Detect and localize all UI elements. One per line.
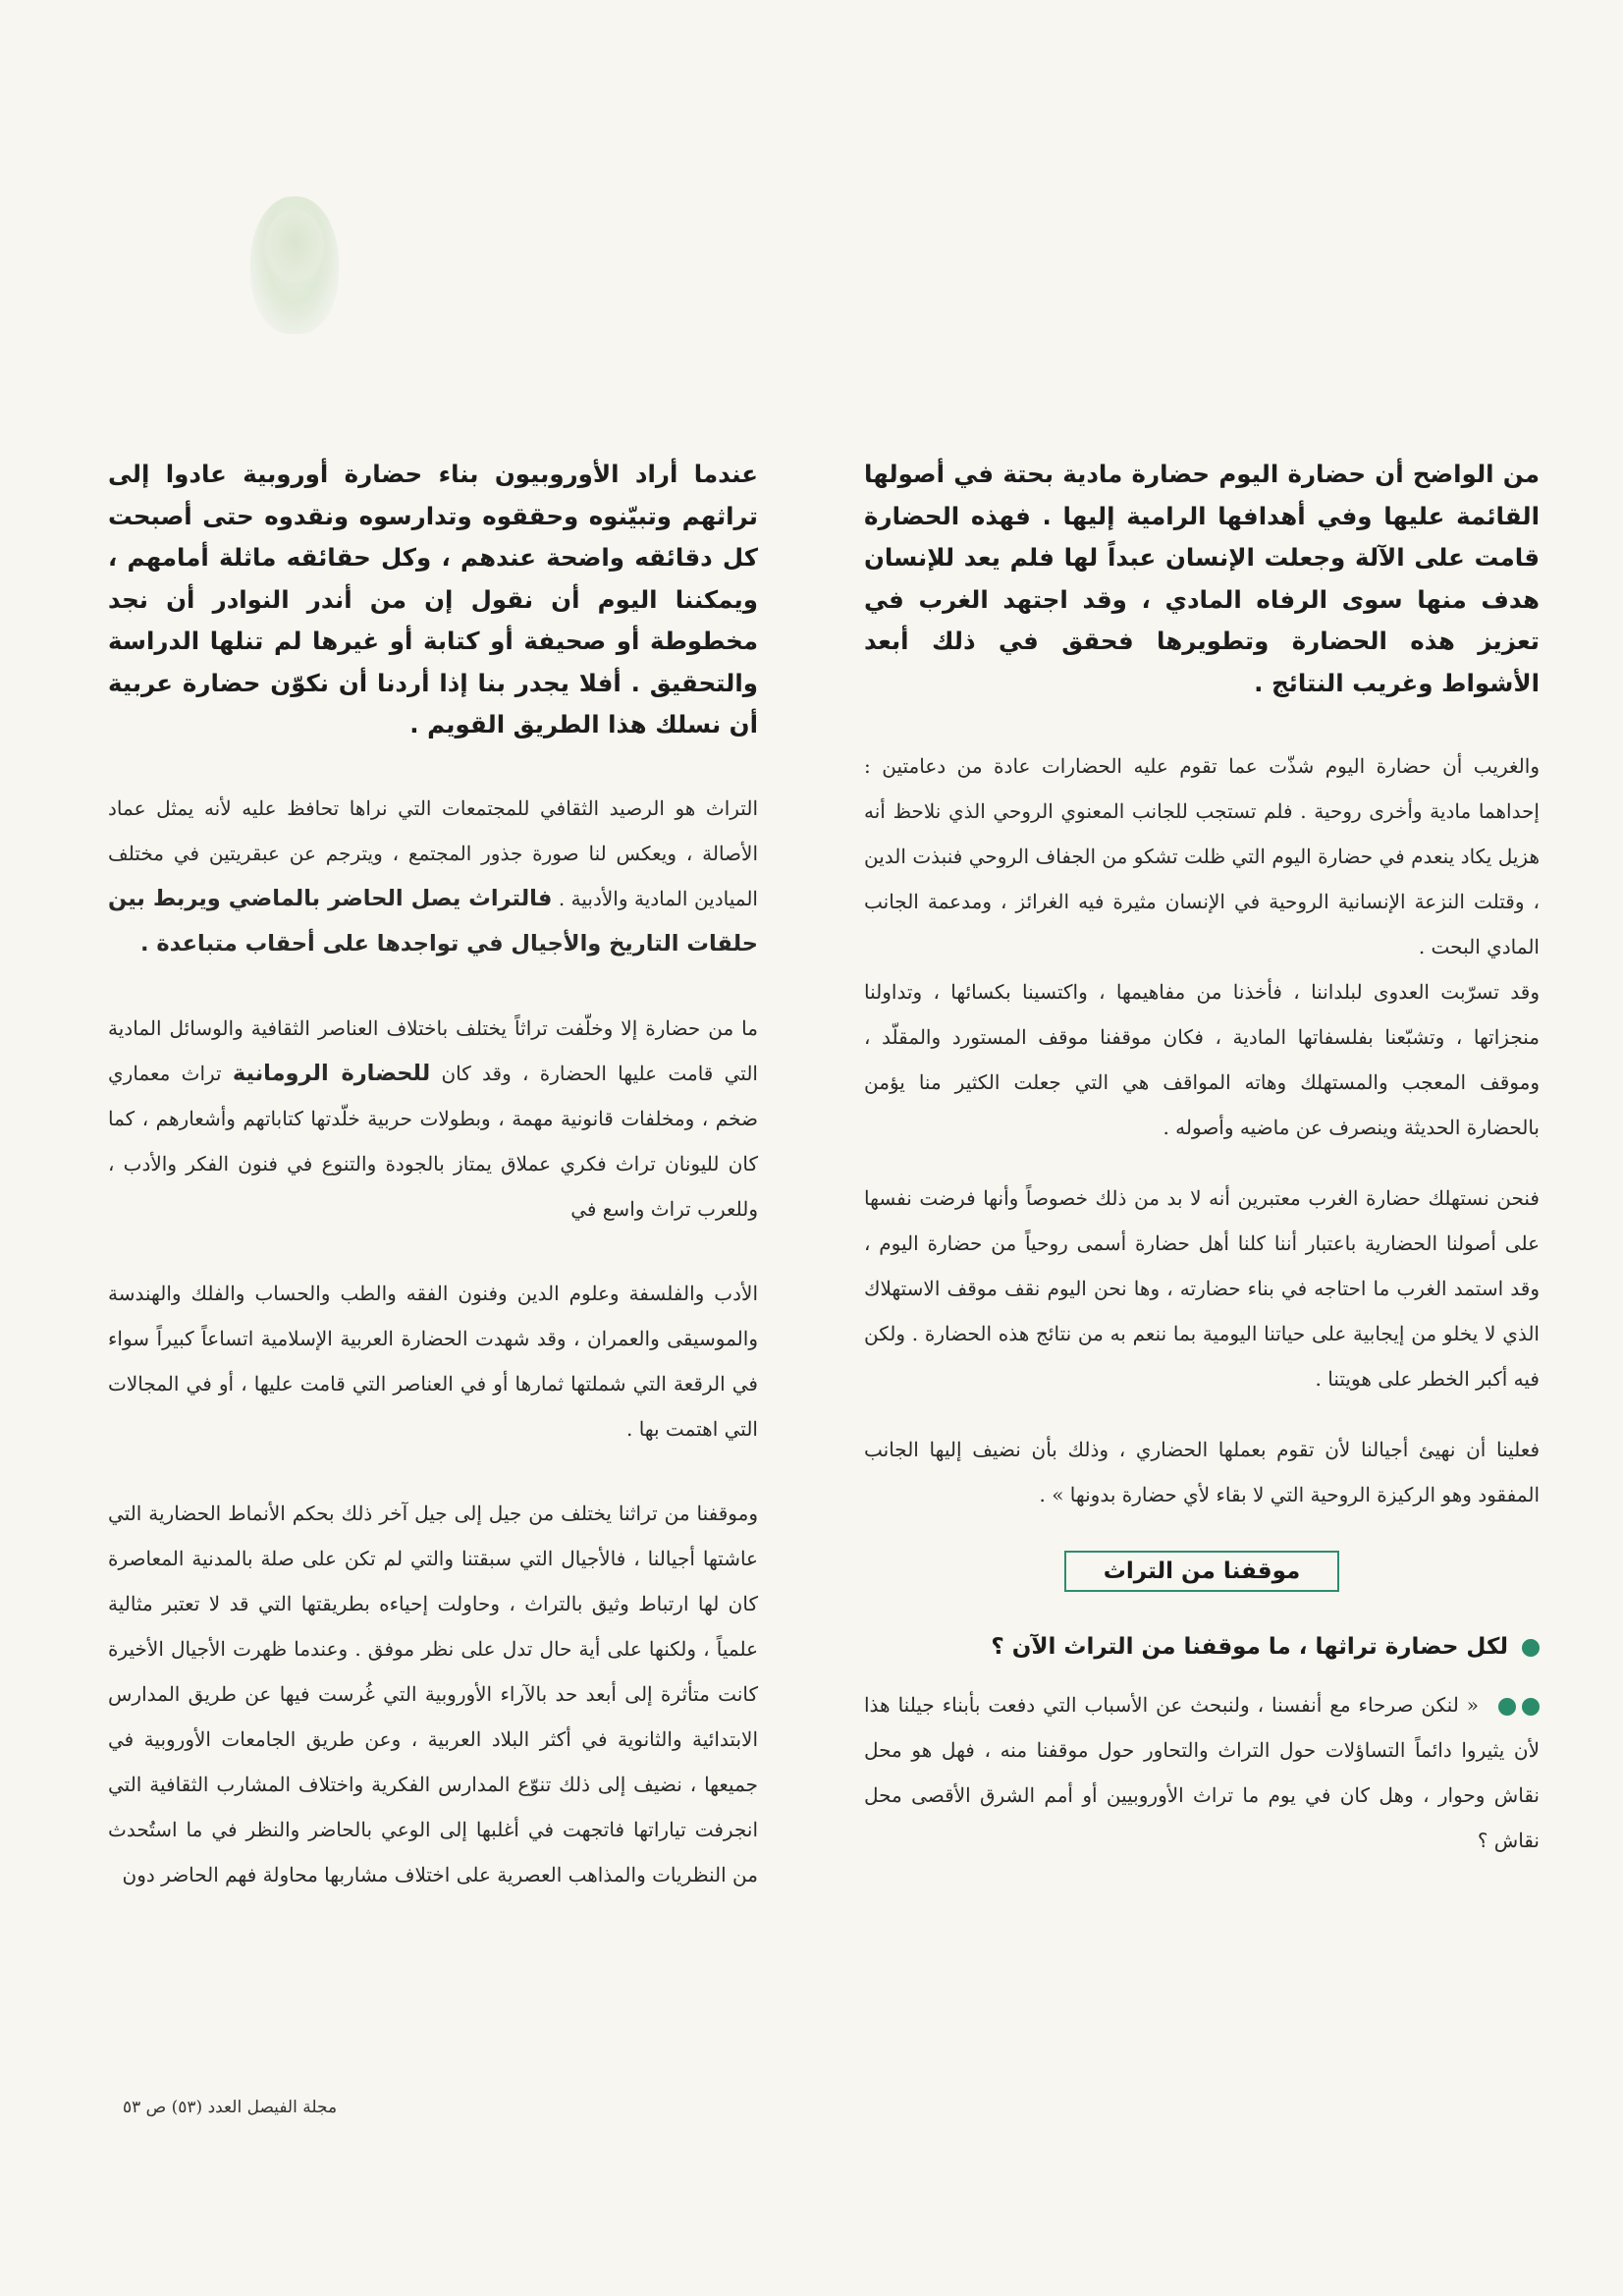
bullet-icon xyxy=(1522,1639,1540,1657)
author-portrait xyxy=(250,196,339,334)
section-heading-box xyxy=(864,1551,1540,1592)
answer-text: « لنكن صرحاء مع أنفسنا ، ولنبحث عن الأسباب التي دفعت بأبناء جيلنا هذا لأن يثيروا دائماً التساؤلات حول التراث والتحاور حول موقفنا منه ، فهل هو محل نقاش وحوار ، وهل كان في يوم ما تراث الأوروبيين أو أمم الشرق الأقصى محل نقاش ؟ xyxy=(864,1693,1540,1852)
paragraph xyxy=(108,1006,758,1231)
interview-answer xyxy=(864,1682,1540,1863)
section-title: موقفنا من التراث xyxy=(1064,1551,1339,1592)
paragraph-text: ما من حضارة إلا وخلّفت تراثاً يختلف باختلاف العناصر الثقافية والوسائل المادية التي قامت عليها الحضارة ، وقد كان xyxy=(108,1015,758,1085)
paragraph xyxy=(108,786,758,966)
emphasis-text: فالتراث يصل الحاضر بالماضي ويربط بين حلقات التاريخ والأجيال في تواجدها على أحقاب متباعدة . xyxy=(108,885,758,957)
paragraph: فعلينا أن نهيئ أجيالنا لأن تقوم بعملها الحضاري ، وذلك بأن نضيف إليها الجانب المفقود وهو الركيزة الروحية التي لا بقاء لأي حضارة بدونها » . xyxy=(864,1438,1540,1506)
paragraph: الأدب والفلسفة وعلوم الدين وفنون الفقه والطب والحساب والفلك والهندسة والموسيقى والعمران ، وقد شهدت الحضارة العربية الإسلامية اتساعاً كبيراً سواء في الرقعة التي شملتها ثمارها أو في العناصر التي قامت عليها ، أو في المجالات التي اهتمت بها . xyxy=(108,1281,758,1441)
left-column xyxy=(108,454,758,1897)
double-bullet-icon xyxy=(1492,1693,1540,1717)
paragraph: وقد تسرّبت العدوى لبلداننا ، فأخذنا من مفاهيمها ، واكتسينا بكسائها ، وتداولنا منجزاتها ، وتشبّعنا بفلسفاتها المادية ، فكان موقفنا موقف المستورد والمقلّد ، وموقف المعجب والمستهلك وهاته المواقف هي التي جعلت الكثير منا يؤمن بالحضارة الحديثة وينصرف عن ماضيه وأصوله . xyxy=(864,980,1540,1139)
paragraph-text: التراث هو الرصيد الثقافي للمجتمعات التي نراها تحافظ عليه لأنه يمثل عماد الأصالة ، ويعكس لنا صورة جذور المجتمع ، ويترجم عن عبقريتين في مختلف الميادين المادية والأدبية . xyxy=(108,795,758,910)
paragraph: والغريب أن حضارة اليوم شذّت عما تقوم عليه الحضارات عادة من دعامتين : إحداهما مادية وأخرى روحية . فلم تستجب للجانب المعنوي الروحي الذي نلاحظ أنه هزيل يكاد ينعدم في حضارة اليوم التي ظلت تشكو من الجفاف الروحي فنبذت الدين ، وقتلت النزعة الإنسانية الروحية في الإنسان مثيرة فيه الغرائز ، ومدعمة الجانب المادي البحت . xyxy=(864,754,1540,958)
question-text: لكل حضارة تراثها ، ما موقفنا من التراث الآن ؟ xyxy=(991,1634,1508,1660)
right-column xyxy=(864,454,1540,1863)
paragraph: وموقفنا من تراثنا يختلف من جيل إلى جيل آخر ذلك بحكم الأنماط الحضارية التي عاشتها أجيالنا ، فالأجيال التي سبقتنا والتي لم تكن على صلة بالمدنية المعاصرة كان لها ارتباط وثيق بالتراث ، وحاولت إحياءه بطريقتها التي قد لا تعتبر مثالية علمياً ، ولكنها على أية حال تدل على نظر موفق . وعندما ظهرت الأجيال الأخيرة كانت متأثرة إلى أبعد حد بالآراء الأوروبية التي غُرست فيها عن طريق المدارس الابتدائية والثانوية في أكثر البلاد العربية ، وعن طريق الجامعات الأوروبية في جميعها ، نضيف إلى ذلك تنوّع المدارس الفكرية واختلاف المشارب الثقافية التي انجرفت تياراتها فاتجهت في أغلبها إلى الوعي بالحاضر والنظر في ما استُحدث من النظريات والمذاهب العصرية على اختلاف مشاربها محاولة فهم الحاضر دون xyxy=(108,1501,758,1886)
paragraph-text: تراث معماري ضخم ، ومخلفات قانونية مهمة ، وبطولات حربية خلّدتها كتاباتهم وأشعارهم ، كما كان لليونان تراث فكري عملاق يمتاز بالجودة والتنوع في فنون الفكر والأدب ، وللعرب تراث واسع في xyxy=(108,1061,758,1221)
emphasis-text: للحضارة الرومانية xyxy=(232,1060,431,1086)
page-footer: مجلة الفيصل العدد (٥٣) ص ٥٣ xyxy=(123,2098,338,2117)
lead-paragraph: عندما أراد الأوروبيون بناء حضارة أوروبية عادوا إلى تراثهم وتبيّنوه وحققوه وتدارسوه ونقدوه حتى أصبحت كل دقائقه واضحة عندهم ، وكل حقائقه ماثلة أمامهم ، ويمكننا اليوم أن نقول إن من أندر النوادر أن نجد مخطوطة أو صحيفة أو كتابة أو غيرها لم تنلها الدراسة والتحقيق . أفلا يجدر بنا إذا أردنا أن نكوّن حضارة عربية أن نسلك هذا الطريق القويم . xyxy=(108,460,758,738)
intro-paragraph: من الواضح أن حضارة اليوم حضارة مادية بحتة في أصولها القائمة عليها وفي أهدافها الرامية إليها . فهذه الحضارة قامت على الآلة وجعلت الإنسان عبداً لها فلم يعد للإنسان هدف منها سوى الرفاه المادي ، وقد اجتهد الغرب في تعزيز هذه الحضارة وتطويرها فحقق في ذلك أبعد الأشواط وغريب النتائج . xyxy=(864,460,1540,697)
paragraph: فنحن نستهلك حضارة الغرب معتبرين أنه لا بد من ذلك خصوصاً وأنها فرضت نفسها على أصولنا الحضارية باعتبار أننا كلنا أهل حضارة أسمى روحياً من حضارة اليوم ، وقد استمد الغرب ما احتاجه في بناء حضارته ، وها نحن اليوم نقف موقف الاستهلاك الذي لا يخلو من إيجابية على حياتنا اليومية بما ننعم به من نتائج هذه الحضارة . ولكن فيه أكبر الخطر على هويتنا . xyxy=(864,1186,1540,1391)
interview-question xyxy=(864,1625,1540,1668)
